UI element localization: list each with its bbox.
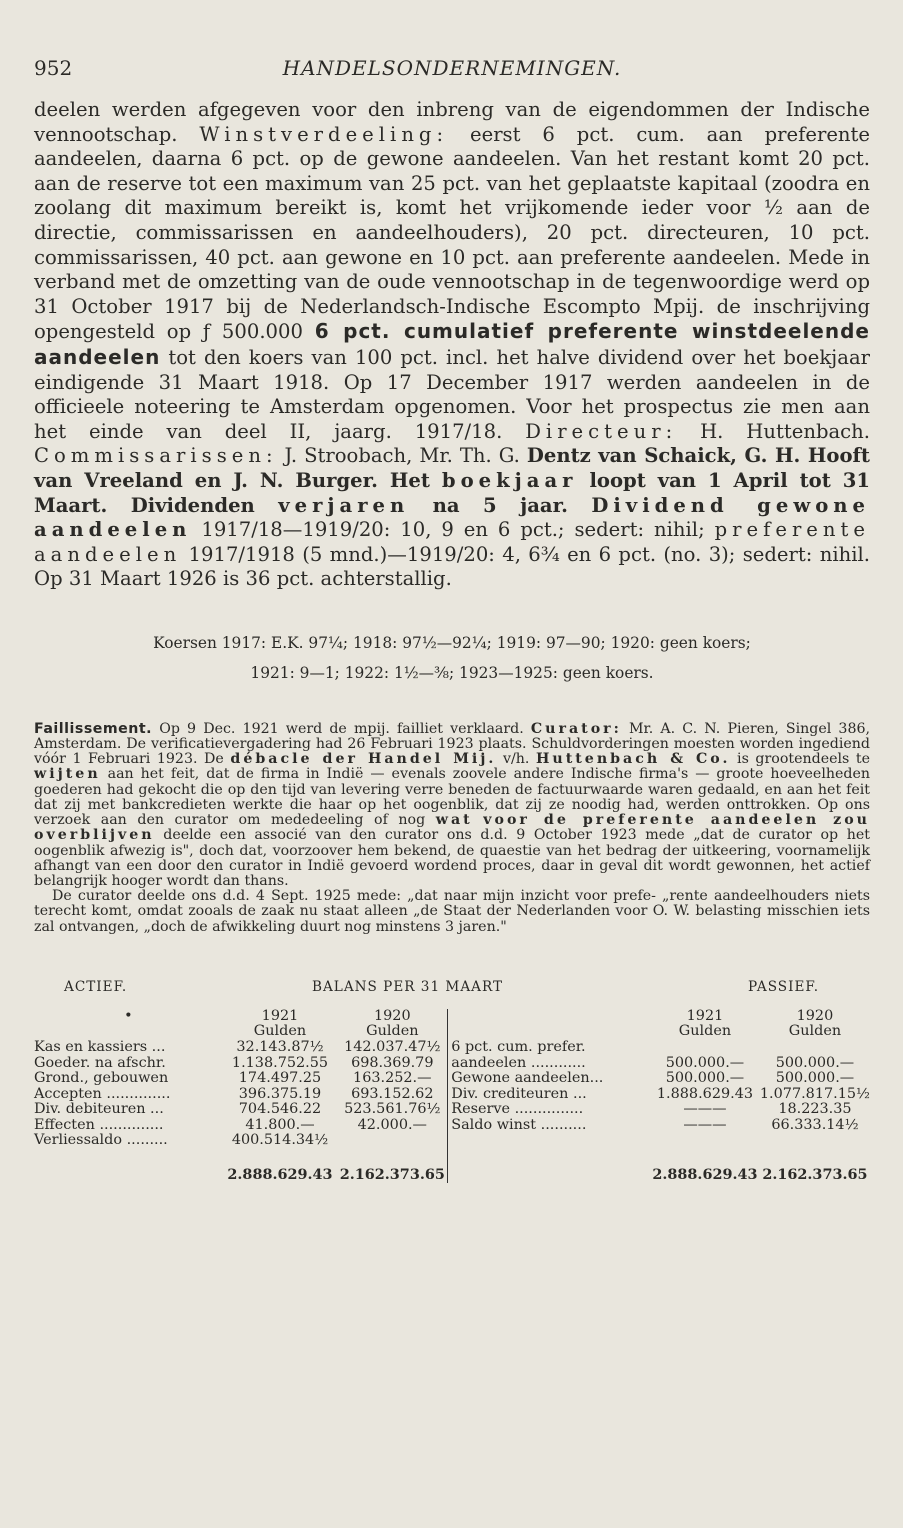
spaced-label-preferente: preferente aandeelen: [34, 518, 870, 566]
passief-1920-cell: 500.000.—: [775, 1070, 855, 1087]
unit-header-row: [34, 1024, 870, 1040]
passief-1921-cell: 500.000.—: [665, 1054, 745, 1071]
passief-1920-cell: 18.223.35: [778, 1101, 852, 1118]
text-run: J. Stroobach, Mr. Th. G.: [277, 444, 527, 468]
faillissement-paragraph: [34, 722, 870, 889]
passief-1920-cell: 500.000.—: [775, 1054, 855, 1071]
text-run-bold: Dentz van Schaick, G. H. Hooft van Vreeland en J. N. Burger. Het: [34, 444, 870, 492]
actief-label-cell: Goeder. na afschr.: [34, 1054, 166, 1071]
spaced-label-directeur: Directeur:: [525, 419, 678, 443]
spaced-label-wat: wat: [435, 812, 473, 829]
total-actief-1921: 2.888.629.43: [227, 1166, 333, 1184]
passief-label-cell: Div. crediteuren ...: [448, 1087, 650, 1103]
unit-blank: [34, 1024, 223, 1040]
actief-1920-cell: 698.369.79: [351, 1054, 434, 1071]
page-number: 952: [34, 56, 73, 80]
actief-1920-cell: 163.252.—: [353, 1070, 432, 1087]
actief-1920-cell: 42.000.—: [357, 1116, 427, 1133]
year-header-actief-1920: 1920: [373, 1007, 411, 1024]
actief-label-cell: Verliessaldo .........: [34, 1132, 168, 1149]
passief-label-cell: [448, 1133, 650, 1149]
text-run-bold: loopt van 1 April tot 31 Maart. Dividenden: [34, 468, 870, 517]
year-header-passief-1921: 1921: [686, 1007, 724, 1024]
main-paragraph: [34, 98, 870, 592]
actief-1920-cell: 523.561.76½: [344, 1101, 441, 1118]
actief-1920-cell: [337, 1133, 447, 1149]
text-run: 1917/18—1919/20: 10, 9 en 6 pct.; sedert: nihil;: [191, 518, 715, 542]
text-run: deelde een associé van den curator ons d.d. 9 October 1923 mede „dat de curator op het oogenblik afwezig is", doch dat, voorzoover hem bekend, de quaestie van het bedrag der uitkeering, voornamelijk afhangt van een door den curator in Indië gevoerd wordend proces, daar in geval dit wordt gewonnen, het actief belangrijk hooger wordt dan thans.: [34, 827, 870, 889]
text-run: v/h.: [496, 751, 536, 768]
year-header-actief-1921: 1921: [261, 1007, 299, 1024]
running-header: [34, 48, 870, 88]
text-run: tot den koers van 100 pct. incl. het halve dividend over het boekjaar eindigende 31 Maart 1918. Op 17 December 1917 werden aandeelen in de officieele noteering te Amsterdam opgenomen. Voor het prospectus zie men aan het einde van deel II, jaarg. 1917/18.: [34, 345, 870, 443]
passief-header-blank: [448, 1009, 650, 1025]
unit-passief-1920: Gulden: [788, 1023, 842, 1040]
table-row: [34, 1087, 870, 1103]
actief-1921-cell: 1.138.752.55: [231, 1054, 329, 1071]
text-run: 1917/1918 (5 mnd.)—1919/20: 4, 6¾ en 6 pct. (no. 3); sedert: nihil. Op 31 Maart 1926 is 36 pct. achterstallig.: [34, 542, 870, 591]
actief-label: ACTIEF.: [64, 978, 128, 995]
spaced-label-voor-preferente: voor de preferente aandeelen zou overblijven: [34, 812, 870, 844]
bullet: •: [124, 1007, 133, 1024]
actief-label-cell: Accepten ..............: [34, 1085, 171, 1102]
passief-1920-cell: [760, 1133, 870, 1149]
table-row: [34, 1040, 870, 1056]
text-run: Op 9 Dec. 1921 werd de mpij. failliet verklaard.: [152, 720, 531, 737]
text-run-bold: na 5 jaar.: [409, 493, 592, 517]
amount: ƒ 500.000: [202, 320, 303, 344]
actief-1921-cell: 32.143.87½: [236, 1038, 324, 1055]
year-header-row: [34, 1009, 870, 1025]
spaced-label-dividend: Dividend gewone aandeelen: [34, 493, 870, 542]
unit-divider: [448, 1024, 650, 1040]
passief-1921-cell: 500.000.—: [665, 1070, 745, 1087]
text-run: Mr. A. C. N. Pieren, Singel 386, Amsterdam. De verificatievergadering had 26 Februari 1923 plaats. Schuldvorderingen moesten worden ingediend vóór 1 Februari 1923. De: [34, 720, 871, 768]
passief-1921-cell: ———: [683, 1101, 727, 1118]
balans-table: [34, 1009, 870, 1183]
spaced-label-debacle: débacle der Handel Mij.: [230, 751, 497, 768]
passief-label-cell: Reserve ...............: [448, 1102, 650, 1118]
passief-1920-cell: [760, 1040, 870, 1056]
actief-label-cell: Kas en kassiers ...: [34, 1038, 166, 1055]
passief-1921-cell: [650, 1133, 760, 1149]
table-row: [34, 1133, 870, 1149]
year-header-passief-1920: 1920: [796, 1007, 834, 1024]
table-row: [34, 1102, 870, 1118]
actief-1921-cell: 400.514.34½: [231, 1132, 329, 1149]
balans-header: [34, 979, 870, 1009]
total-actief-1920: 2.162.373.65: [339, 1166, 445, 1184]
text-run: [473, 812, 484, 828]
koersen-block: [34, 628, 870, 688]
actief-1921-cell: 41.800.—: [245, 1116, 315, 1133]
running-title: HANDELSONDERNEMINGEN.: [282, 56, 622, 80]
actief-1921-cell: 704.546.22: [238, 1101, 322, 1118]
actief-label-cell: Effecten ..............: [34, 1116, 164, 1133]
faillissement-heading: Faillissement.: [34, 720, 153, 737]
totals-row: [34, 1149, 870, 1183]
total-passief-1920: 2.162.373.65: [762, 1166, 868, 1184]
table-row: [34, 1056, 870, 1072]
spaced-label-wijten: wijten: [34, 766, 101, 783]
spaced-label-commissarissen: Commissarissen:: [34, 444, 278, 468]
spaced-label-verjaren: verjaren: [278, 493, 410, 517]
actief-label-cell: Grond., gebouwen: [34, 1070, 169, 1087]
passief-label: PASSIEF.: [748, 978, 820, 995]
passief-1921-cell: ———: [683, 1116, 727, 1133]
actief-1920-cell: 693.152.62: [351, 1085, 434, 1102]
table-row: [34, 1118, 870, 1134]
passief-label-cell: aandeelen ............: [448, 1056, 650, 1072]
text-run: eerst 6 pct. cum. aan preferente aandeelen, daarna 6 pct. op de gewone aandeelen. Van het restant komt 20 pct. aan de reserve tot een maximum van 25 pct. van het geplaatste kapitaal (zoodra en zoolang dit maximum bereikt is, komt het vrijkomende ieder voor ½ aan de directie, commissarissen en aandeelhouders), 20 pct. directeuren, 10 pct. commissarissen, 40 pct. aan gewone en 10 pct. aan preferente aandeelen. Mede in verband met de omzetting van de oude vennootschap in de tegenwoordige werd op 31 October 1917 bij de Nederlandsch-Indische Escompto Mpij. de inschrijving opengesteld op: [34, 122, 870, 344]
actief-label-cell: Div. debiteuren ...: [34, 1101, 164, 1118]
text-run: is grootendeels te: [730, 751, 870, 768]
koersen-line-1: Koersen 1917: E.K. 97¼; 1918: 97½—92¼; 1919: 97—90; 1920: geen koers;: [153, 633, 751, 652]
passief-1921-cell: 1.888.629.43: [656, 1085, 754, 1102]
text-run: H. Huttenbach.: [677, 419, 870, 443]
unit-passief-1921: Gulden: [678, 1023, 732, 1040]
koersen-line-2: 1921: 9—1; 1922: 1½—⅜; 1923—1925: geen koers.: [250, 663, 654, 682]
faillissement-section: [34, 722, 870, 935]
passief-label-cell: 6 pct. cum. prefer.: [448, 1040, 650, 1056]
actief-1921-cell: 174.497.25: [238, 1070, 322, 1087]
table-row: [34, 1071, 870, 1087]
passief-1921-cell: [650, 1040, 760, 1056]
curator-quote-paragraph: De curator deelde ons d.d. 4 Sept. 1925 mede: „dat naar mijn inzicht voor prefe- „rente aandeelhouders niets terecht komt, omdat zooals de zaak nu staat alleen „de Staat der Nederlanden voor O. W. belasting misschien iets zal ontvangen, „doch de afwikkeling duurt nog minstens 3 jaren.": [34, 888, 870, 935]
passief-1920-cell: 1.077.817.15½: [759, 1085, 870, 1102]
unit-actief-1920: Gulden: [366, 1023, 419, 1040]
balans-title: BALANS PER 31 MAART: [312, 978, 504, 995]
actief-1921-cell: 396.375.19: [238, 1085, 322, 1102]
totals-blank: [34, 1149, 223, 1183]
passief-label-cell: Saldo winst ..........: [448, 1118, 650, 1134]
text-run: deelen werden afgegeven voor den inbreng van de eigendommen der Indische vennootschap.: [34, 98, 870, 146]
actief-1920-cell: 142.037.47½: [344, 1038, 441, 1055]
spaced-label-huttenbach: Huttenbach & Co.: [535, 751, 731, 768]
passief-1920-cell: 66.333.14½: [771, 1116, 859, 1133]
text-run: aan het feit, dat de firma in Indië — evenals zoovele andere Indische firma's — groote hoeveelheden goederen had gekocht die op den tijd van levering verre beneden de factuurwaarde waren gedaald, en aan het feit dat zij met bankcredieten werkte die haar op het oogenblik, dat zij ze noodig had, werden onttrokken. Op ons verzoek aan den curator om mededeeling of nog: [34, 766, 870, 829]
spaced-label-boekjaar: boekjaar: [441, 468, 578, 492]
passief-label-cell: Gewone aandeelen...: [448, 1071, 650, 1087]
spaced-label-winstverdeeling: Winstverdeeling:: [199, 122, 449, 146]
unit-actief-1921: Gulden: [253, 1023, 307, 1040]
total-passief-1921: 2.888.629.43: [652, 1166, 758, 1184]
totals-divider: [448, 1149, 650, 1183]
spaced-label-curator: Curator:: [530, 720, 622, 737]
heavy-title: 6 pct. cumulatief preferente winstdeelende aandeelen: [34, 319, 870, 369]
